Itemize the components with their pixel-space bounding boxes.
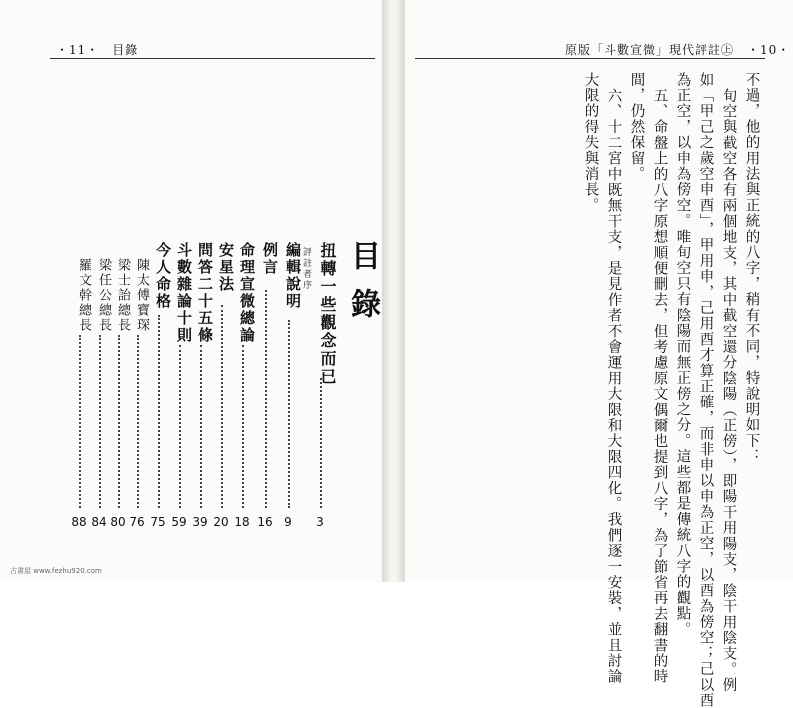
toc-page-number: 75: [150, 515, 166, 529]
toc-entry-label[interactable]: 斗數雜論十則: [175, 242, 193, 344]
book-gutter: [382, 0, 405, 582]
text-column: 五、命盤上的八字原想順便刪去，但考慮原文偶爾也提到八字，為了節省再去翻書的時: [651, 88, 668, 685]
toc-entry-label[interactable]: 陳太傅寶琛: [134, 258, 149, 333]
toc-entry-label[interactable]: 編輯說明: [284, 242, 302, 310]
left-header-rule: [50, 58, 375, 59]
toc-page-number: 76: [129, 515, 145, 529]
toc-page-number: 18: [234, 515, 250, 529]
toc-leader-dots: [158, 315, 160, 508]
toc-title: 目錄: [345, 240, 380, 336]
toc-entry-author: 評註者序: [301, 247, 311, 291]
toc-leader-dots: [79, 335, 81, 508]
toc-leader-dots: [200, 345, 202, 508]
toc-page-number: 3: [316, 515, 324, 529]
text-column: 六、十二宮中既無干支，是見作者不會運用大限和大限四化。我們逐一安裝，並且討論: [605, 88, 622, 685]
text-column: 為正空，以申為傍空。唯旬空只有陰陽而無正傍之分。這些都是傳統八字的觀點。: [674, 72, 691, 638]
toc-leader-dots: [118, 335, 120, 508]
toc-entry-label[interactable]: 羅文幹總長: [76, 258, 91, 333]
toc-leader-dots: [288, 320, 290, 508]
right-running-header: 原版「斗數宣微」現代評註㊤ ・10・: [565, 43, 791, 57]
watermark: 古書屋 www.fezhu920.com: [10, 567, 102, 575]
toc-leader-dots: [137, 335, 139, 508]
text-column: 不過，他的用法與正統的八字，稍有不同，特說明如下：: [743, 72, 760, 465]
toc-entry-label[interactable]: 扭轉一些觀念而已: [318, 242, 337, 386]
toc-page-number: 9: [284, 515, 292, 529]
toc-entry-label[interactable]: 梁任公總長: [96, 258, 111, 333]
toc-page-number: 20: [213, 515, 229, 529]
toc-entry-label[interactable]: 命理宣微總論: [238, 242, 256, 344]
text-column: 間，仍然保留。: [628, 72, 645, 182]
text-column: 旬空與截空各有兩個地支，其中截空還分陰陽（正傍），即陽干用陽支，陰干用陰支。例: [720, 88, 737, 694]
toc-entry-label[interactable]: 梁士詒總長: [115, 258, 130, 333]
toc-leader-dots: [179, 345, 181, 508]
toc-leader-dots: [221, 305, 223, 508]
toc-page-number: 16: [257, 515, 273, 529]
text-column: 如「甲己之歲空申酉」，甲用申，己用酉才算正確，而非申以申為正空，以酉為傍空；己以酉: [697, 72, 714, 708]
toc-entry-label[interactable]: 例言: [261, 242, 279, 276]
toc-page-number: 88: [71, 515, 87, 529]
toc-page-number: 84: [91, 515, 107, 529]
toc-leader-dots: [99, 335, 101, 508]
toc-leader-dots: [265, 290, 267, 508]
left-running-header: ・11・ 目錄: [56, 43, 139, 57]
toc-leader-dots: [320, 378, 322, 508]
toc-leader-dots: [242, 345, 244, 508]
toc-page-number: 59: [171, 515, 187, 529]
text-column: 大限的得失與消長。: [582, 72, 599, 214]
toc-entry-label[interactable]: 今人命格: [154, 242, 172, 310]
toc-entry-label[interactable]: 安星法: [217, 242, 235, 293]
right-header-rule: [415, 58, 765, 59]
toc-page-number: 80: [110, 515, 126, 529]
toc-page-number: 39: [192, 515, 208, 529]
toc-entry-label[interactable]: 問答二十五條: [196, 242, 214, 344]
